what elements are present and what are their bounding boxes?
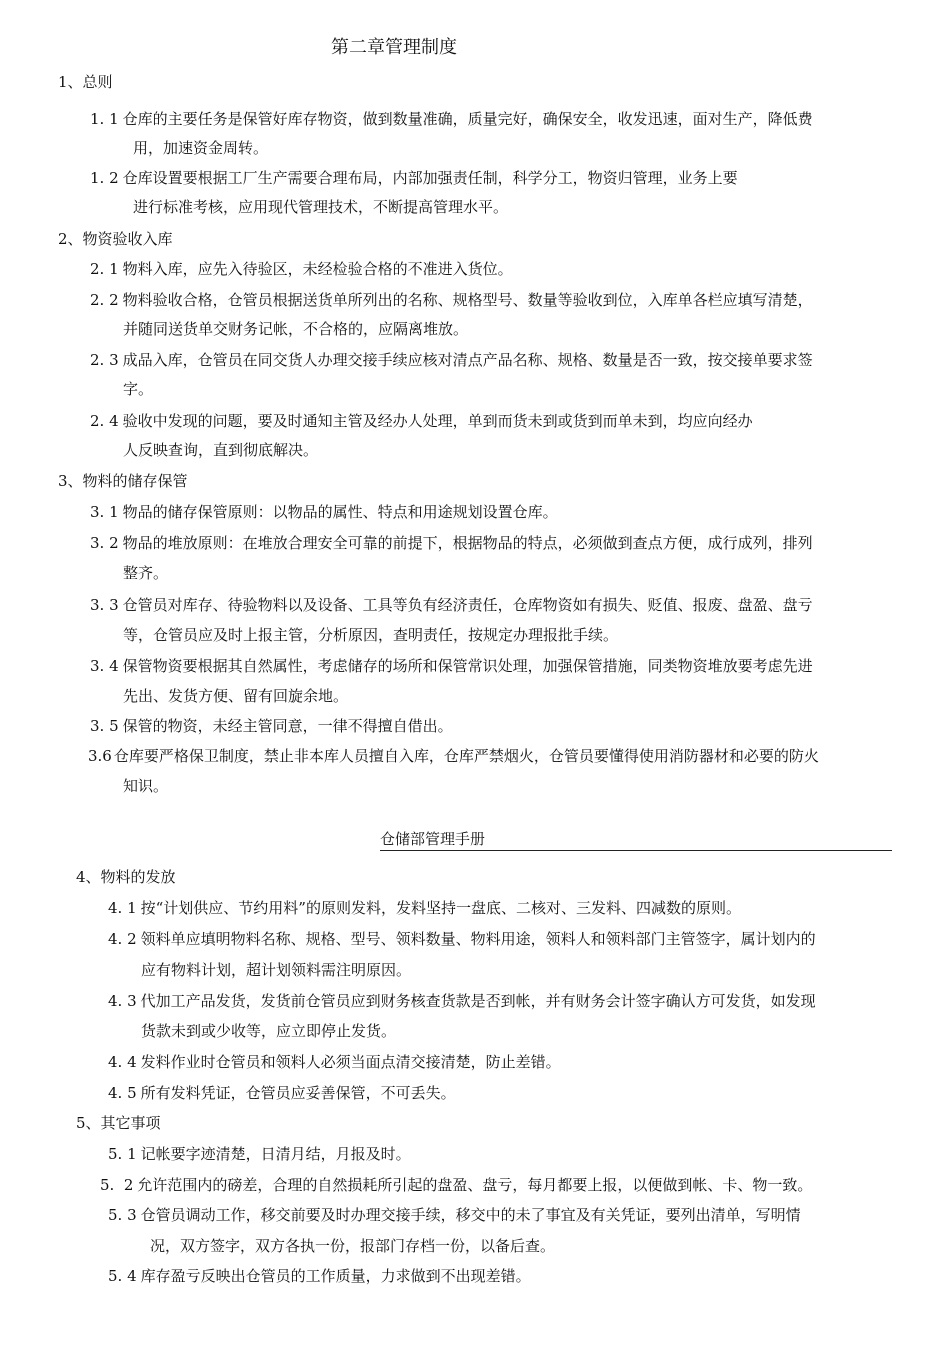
clause-text: 记帐要字迹清楚，日清月结，月报及时。 bbox=[140, 1145, 411, 1163]
clause-number: 4. 5 bbox=[108, 1084, 137, 1102]
clause-2-4-line2: 人反映查询，直到彻底解决。 bbox=[123, 441, 319, 459]
clause-1-1-line2: 用，加速资金周转。 bbox=[133, 139, 269, 157]
clause-2-4-line1 bbox=[90, 411, 753, 431]
clause-2-1 bbox=[90, 259, 513, 279]
clause-text: 成品入库，仓管员在同交货人办理交接手续应核对清点产品名称、规格、数量是否一致，按交接单要求签 bbox=[122, 351, 813, 369]
clause-text: 所有发料凭证，仓管员应妥善保管，不可丢失。 bbox=[140, 1084, 456, 1102]
clause-number: 1. 1 bbox=[90, 110, 119, 128]
clause-text: 物料入库，应先入待验区，未经检验合格的不准进入货位。 bbox=[122, 260, 513, 278]
clause-3-6-line1 bbox=[88, 746, 819, 766]
clause-4-3-line1 bbox=[108, 991, 816, 1011]
section-heading-storage: 3、物料的储存保管 bbox=[58, 472, 188, 490]
clause-text: 仓库要严格保卫制度，禁止非本库人员擅自入库，仓库严禁烟火，仓管员要懂得使用消防器材和必要的防火 bbox=[113, 747, 819, 765]
clause-text: 物料验收合格，仓管员根据送货单所列出的名称、规格型号、数量等验收到位，入库单各栏应填写清楚， bbox=[122, 291, 813, 309]
clause-2-2-line1 bbox=[90, 290, 813, 310]
clause-text: 物品的储存保管原则：以物品的属性、特点和用途规划设置仓库。 bbox=[122, 503, 558, 521]
clause-number: 3.6 bbox=[88, 747, 112, 765]
clause-number: 3. 4 bbox=[90, 657, 119, 675]
clause-4-2-line2: 应有物料计划，超计划领料需注明原因。 bbox=[141, 961, 412, 979]
clause-number: 3. 1 bbox=[90, 503, 119, 521]
clause-text: 仓管员调动工作，移交前要及时办理交接手续，移交中的未了事宜及有关凭证，要列出清单，写明情 bbox=[140, 1206, 801, 1224]
clause-3-3-line1 bbox=[90, 595, 813, 615]
clause-number: 5. 3 bbox=[108, 1206, 137, 1224]
clause-number: 3. 5 bbox=[90, 717, 119, 735]
clause-number: 5. 1 bbox=[108, 1145, 137, 1163]
clause-5-1 bbox=[108, 1144, 411, 1164]
clause-3-3-line2: 等，仓管员应及时上报主管，分析原因，查明责任，按规定办理报批手续。 bbox=[123, 626, 619, 644]
clause-text: 仓库设置要根据工厂生产需要合理布局，内部加强责任制，科学分工，物资归管理，业务上要 bbox=[122, 169, 738, 187]
clause-text: 物品的堆放原则：在堆放合理安全可靠的前提下，根据物品的特点，必须做到查点方便，成行成列，排列 bbox=[122, 534, 813, 552]
running-header: 仓储部管理手册 bbox=[380, 829, 892, 851]
clause-4-3-line2: 货款未到或少收等，应立即停止发货。 bbox=[141, 1022, 397, 1040]
clause-4-4 bbox=[108, 1052, 561, 1072]
clause-text: 保管物资要根据其自然属性，考虑储存的场所和保管常识处理，加强保管措施，同类物资堆放要考虑先进 bbox=[122, 657, 813, 675]
clause-text: 领料单应填明物料名称、规格、型号、领料数量、物料用途，领料人和领料部门主管签字，属计划内的 bbox=[140, 930, 816, 948]
clause-1-1-line1 bbox=[90, 109, 892, 129]
clause-2-2-line2: 并随同送货单交财务记帐，不合格的，应隔离堆放。 bbox=[123, 320, 469, 338]
clause-number: 5. 2 bbox=[100, 1176, 134, 1194]
clause-text: 按“计划供应、节约用料”的原则发料，发料坚持一盘底、二核对、三发料、四减数的原则。 bbox=[140, 899, 741, 917]
clause-number: 4. 2 bbox=[108, 930, 137, 948]
clause-3-2-line2: 整齐。 bbox=[123, 564, 169, 582]
clause-4-1 bbox=[108, 898, 741, 918]
clause-number: 4. 3 bbox=[108, 992, 137, 1010]
clause-5-4 bbox=[108, 1266, 531, 1286]
clause-number: 2. 2 bbox=[90, 291, 119, 309]
clause-5-2 bbox=[100, 1175, 812, 1195]
section-heading-general: 1、总则 bbox=[58, 73, 113, 91]
clause-text: 验收中发现的问题，要及时通知主管及经办人处理，单到而货未到或货到而单未到，均应向经办 bbox=[122, 412, 753, 430]
clause-3-6-line2: 知识。 bbox=[123, 777, 169, 795]
clause-number: 4. 1 bbox=[108, 899, 137, 917]
clause-text: 仓库的主要任务是保管好库存物资，做到数量准确，质量完好，确保安全，收发迅速，面对生产，降低费 bbox=[122, 110, 813, 128]
clause-text: 库存盈亏反映出仓管员的工作质量，力求做到不出现差错。 bbox=[140, 1267, 531, 1285]
clause-2-3-line2: 字。 bbox=[123, 380, 154, 398]
clause-number: 3. 3 bbox=[90, 596, 119, 614]
clause-number: 3. 2 bbox=[90, 534, 119, 552]
section-heading-issuing: 4、物料的发放 bbox=[76, 868, 176, 886]
clause-text: 允许范围内的磅差，合理的自然损耗所引起的盘盈、盘亏，每月都要上报，以便做到帐、卡、物一致。 bbox=[137, 1176, 813, 1194]
clause-text: 代加工产品发货，发货前仓管员应到财务核查货款是否到帐，并有财务会计签字确认方可发货，如发现 bbox=[140, 992, 816, 1010]
clause-5-3-line1 bbox=[108, 1205, 801, 1225]
clause-number: 2. 4 bbox=[90, 412, 119, 430]
page-title: 第二章管理制度 bbox=[331, 37, 457, 58]
clause-number: 4. 4 bbox=[108, 1053, 137, 1071]
clause-4-2-line1 bbox=[108, 929, 816, 949]
clause-4-5 bbox=[108, 1083, 456, 1103]
clause-text: 仓管员对库存、待验物料以及设备、工具等负有经济责任，仓库物资如有损失、贬值、报废、盘盈、盘亏 bbox=[122, 596, 813, 614]
clause-number: 2. 1 bbox=[90, 260, 119, 278]
clause-text: 发料作业时仓管员和领料人必须当面点清交接清楚，防止差错。 bbox=[140, 1053, 561, 1071]
section-heading-other: 5、其它事项 bbox=[76, 1114, 161, 1132]
clause-3-4-line1 bbox=[90, 656, 813, 676]
clause-5-3-line2: 况，双方签字，双方各执一份，报部门存档一份，以备后查。 bbox=[150, 1237, 556, 1255]
clause-3-1 bbox=[90, 502, 558, 522]
clause-1-2-line1 bbox=[90, 168, 738, 188]
clause-number: 5. 4 bbox=[108, 1267, 137, 1285]
clause-text: 保管的物资，未经主管同意，一律不得擅自借出。 bbox=[122, 717, 453, 735]
clause-number: 1. 2 bbox=[90, 169, 119, 187]
clause-3-4-line2: 先出、发货方便、留有回旋余地。 bbox=[123, 687, 349, 705]
section-heading-receiving: 2、物资验收入库 bbox=[58, 230, 173, 248]
clause-2-3-line1 bbox=[90, 350, 813, 370]
clause-3-2-line1 bbox=[90, 533, 813, 553]
clause-number: 2. 3 bbox=[90, 351, 119, 369]
clause-3-5 bbox=[90, 716, 453, 736]
clause-1-2-line2: 进行标准考核，应用现代管理技术，不断提高管理水平。 bbox=[133, 198, 509, 216]
